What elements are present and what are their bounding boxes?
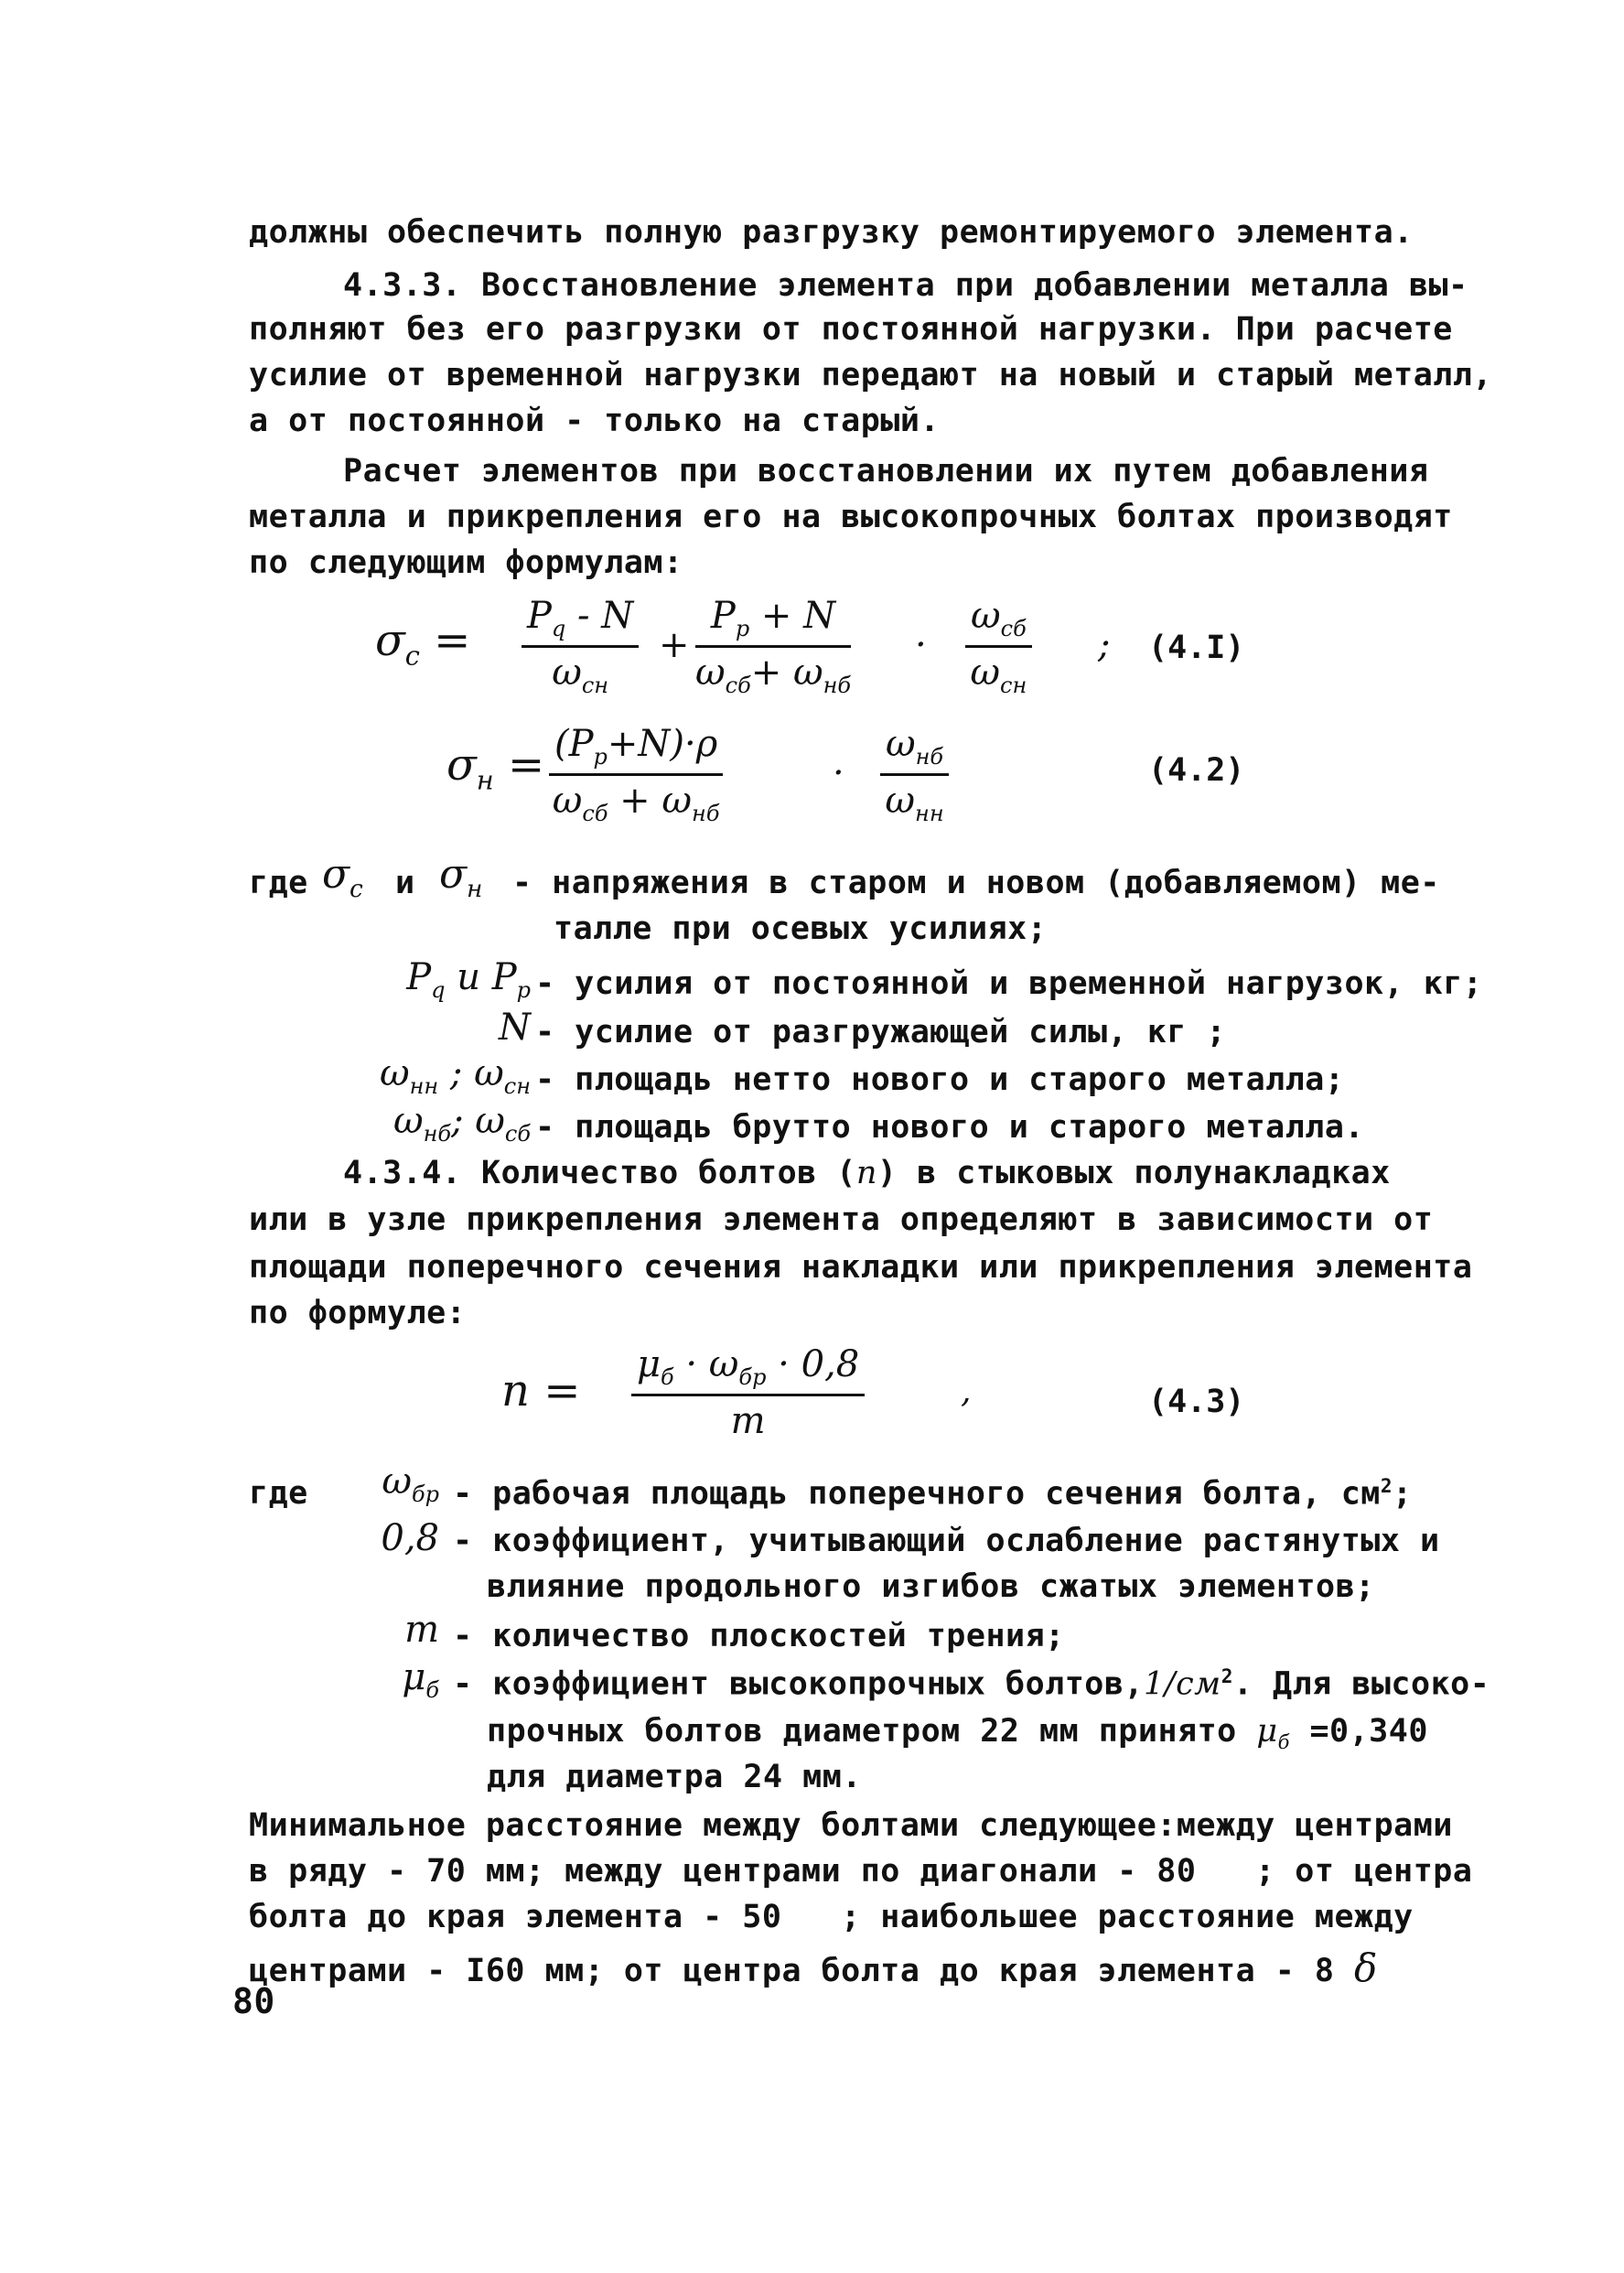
page-number: 80 [232, 1981, 275, 2021]
text-line: - усилие от разгружающей силы, кг ; [535, 1014, 1227, 1050]
formula-lhs: n = [501, 1365, 581, 1417]
formula-symbol: $\omega_{бр}$ [382, 1460, 439, 1507]
text-line: - количество плоскостей трения; [453, 1618, 1065, 1654]
text-line: в ряду - 70 мм; между центрами по диагонали - 80 ; от центра [249, 1853, 1473, 1890]
text-line: - усилия от постоянной и временной нагрузок, кг; [535, 965, 1483, 1002]
text-line: 4.3.3. Восстановление элемента при добавлении металла вы- [343, 267, 1468, 304]
text-line: болта до края элемента - 50 ; наибольшее расстояние между [249, 1899, 1414, 1935]
text-line: - рабочая площадь поперечного сечения болта, $см^2$; [453, 1475, 1413, 1513]
text-line: по следующим формулам: [249, 544, 683, 581]
text-line: или в узле прикрепления элемента определяют в зависимости от [249, 1201, 1434, 1238]
equation-number: (4.2) [1148, 752, 1245, 789]
formula-fraction: $\omega_{сб}$ $\omega_{сн}$ [965, 595, 1032, 698]
formula-symbol: m [404, 1609, 439, 1651]
formula-symbol: $P_q$ и $P_p$ [406, 956, 531, 1003]
text-line: должны обеспечить полную разгрузку ремонтируемого элемента. [249, 214, 1414, 251]
formula-symbol: 0,8 [381, 1517, 439, 1559]
formula-symbol: $\sigma_н$ [439, 851, 483, 903]
formula-operator: ; [1098, 624, 1111, 666]
text-line: прочных болтов диаметром 22 мм принято $\mu_б =0,340$ [487, 1713, 1428, 1753]
text-line: полняют без его разгрузки от постоянной нагрузки. При расчете [249, 311, 1453, 348]
formula-fraction: $\mu_б \cdot \omega_{бр} \cdot 0,8$ m [631, 1343, 865, 1442]
formula-symbol: $\omega_{нб}$; $\omega_{сб}$ [393, 1100, 531, 1147]
formula-fraction: $(P_p+N)\cdot\rho$ $\omega_{сб} + \omega_{нб}$ [549, 723, 723, 826]
text-line: усилие от временной нагрузки передают на новый и старый металл, [249, 357, 1493, 393]
formula-symbol: N [499, 1007, 531, 1049]
formula-operator: + [659, 624, 690, 666]
text-line: а от постоянной - только на старый. [249, 403, 941, 439]
formula-fraction: $P_p + N$ $\omega_{сб}+ \omega_{нб}$ [695, 595, 852, 698]
formula-symbol: $\sigma_c$ [322, 851, 363, 903]
text-line: площади поперечного сечения накладки или прикрепления элемента [249, 1249, 1473, 1286]
formula-fraction: $P_q$ - N $\omega_{сн}$ [522, 595, 639, 698]
text-line: талле при осевых усилиях; [554, 910, 1048, 947]
equation-number: (4.3) [1148, 1384, 1245, 1420]
equation-number: (4.I) [1148, 630, 1245, 666]
formula-symbol: $\mu_б$ [402, 1656, 439, 1703]
formula-lhs: $\sigma_н$ = [446, 739, 545, 796]
text-line: - коэффициент высокопрочных $болтов,1/см^2$. Для высоко- [453, 1665, 1490, 1703]
text-line: и [395, 865, 415, 901]
text-line: по формуле: [249, 1295, 467, 1331]
text-line: - площадь нетто нового и старого металла; [535, 1061, 1345, 1098]
formula-operator: , [961, 1373, 972, 1410]
text-line: - напряжения в старом и новом (добавляемом) ме- [512, 865, 1440, 901]
formula-operator: · [915, 624, 927, 666]
formula-fraction: $\omega_{нб}$ $\omega_{нн}$ [880, 723, 949, 826]
text-line: для диаметра 24 мм. [487, 1759, 862, 1795]
text-line: - площадь брутто нового и старого металла. [535, 1109, 1365, 1146]
text-line: Расчет элементов при восстановлении их путем добавления [343, 453, 1429, 490]
where-label: где [249, 865, 308, 901]
text-line: центрами - I60 мм; от центра болта до края элемента - 8 δ [249, 1945, 1378, 1990]
text-line: - коэффициент, учитывающий ослабление растянутых и [453, 1523, 1440, 1559]
formula-operator: · [833, 752, 844, 794]
text-line: металла и прикрепления его на высокопрочных болтах производят [249, 499, 1453, 535]
text-line: влияние продольного изгибов сжатых элементов; [487, 1568, 1375, 1605]
text-line: 4.3.4. Количество болтов (n) в стыковых полунакладках [343, 1155, 1391, 1191]
formula-symbol: $\omega_{нн}$ ; $\omega_{сн}$ [379, 1052, 531, 1099]
text-line: Минимальное расстояние между болтами следующее:между центрами [249, 1807, 1453, 1844]
where-label: где [249, 1475, 308, 1512]
formula-lhs: $\sigma_c$ = [375, 615, 471, 672]
